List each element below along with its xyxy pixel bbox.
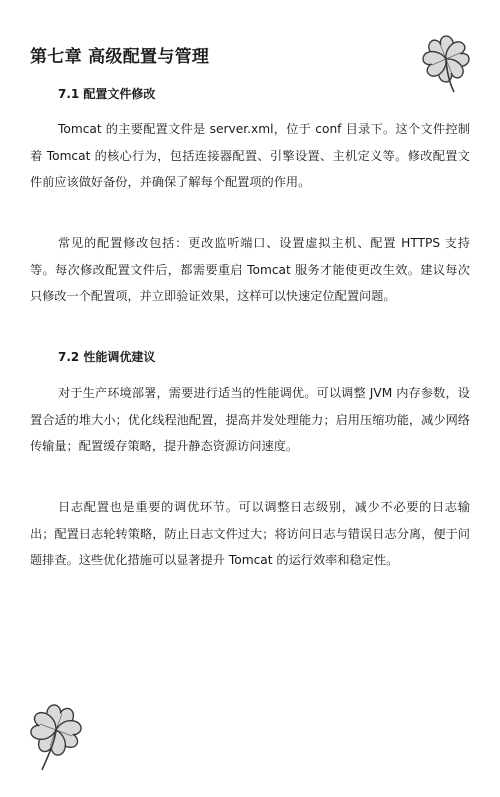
paragraph: 常见的配置修改包括：更改监听端口、设置虚拟主机、配置 HTTPS 支持等。每次修改配置文件后，都需要重启 Tomcat 服务才能使更改生效。建议每次只修改一个配置项，并立即验证效果，这样可以快速定位配置问题。 [30, 236, 470, 303]
four-leaf-clover-icon [28, 700, 84, 772]
paragraph: 对于生产环境部署，需要进行适当的性能调优。可以调整 JVM 内存参数，设置合适的堆大小；优化线程池配置，提高并发处理能力；启用压缩功能，减少网络传输量；配置缓存策略，提升静态资源访问速度。 [30, 386, 470, 453]
chapter-title: 第七章 高级配置与管理 [30, 47, 210, 67]
section-title: 7.2 性能调优建议 [58, 350, 156, 364]
paragraph: Tomcat 的主要配置文件是 server.xml，位于 conf 目录下。这个文件控制着 Tomcat 的核心行为，包括连接器配置、引擎设置、主机定义等。修改配置文件前应该做好备份，并确保了解每个配置项的作用。 [30, 122, 470, 189]
section-title: 7.1 配置文件修改 [58, 87, 156, 101]
paragraph: 日志配置也是重要的调优环节。可以调整日志级别，减少不必要的日志输出；配置日志轮转策略，防止日志文件过大；将访问日志与错误日志分离，便于问题排查。这些优化措施可以显著提升 Tomcat 的运行效率和稳定性。 [30, 500, 470, 567]
four-leaf-clover-icon [420, 32, 472, 94]
